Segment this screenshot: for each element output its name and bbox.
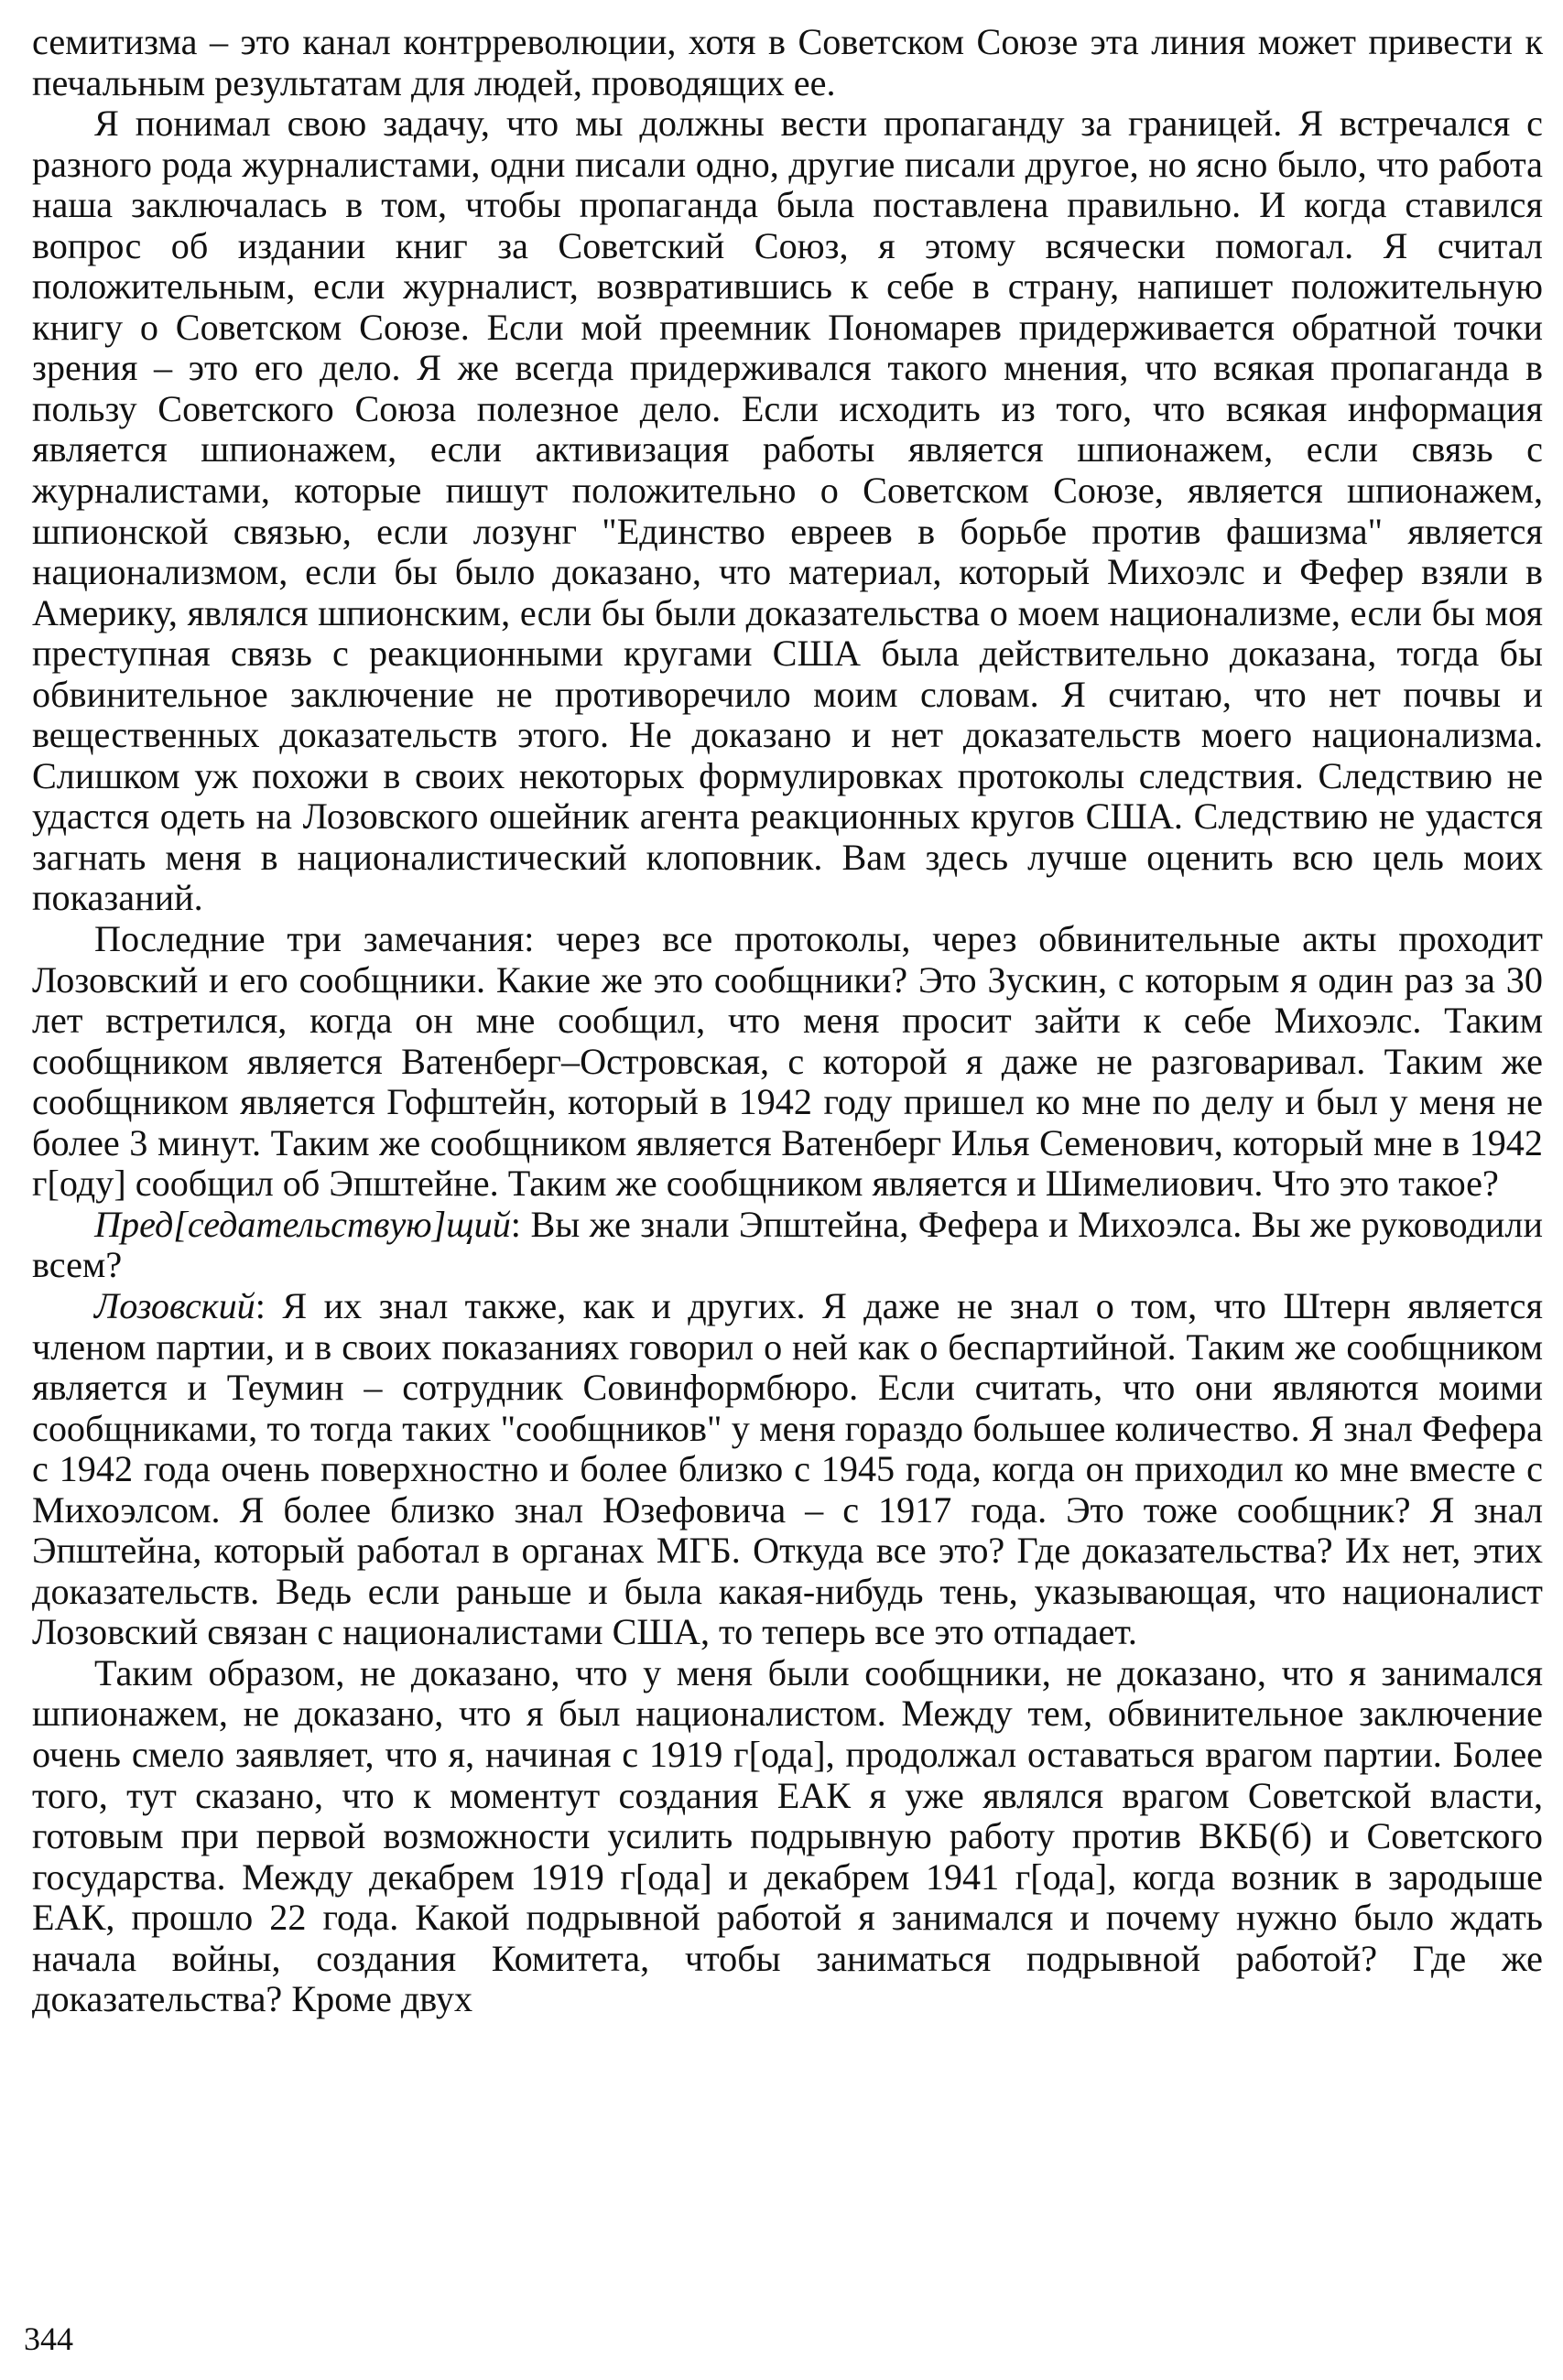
paragraph <box>32 919 1543 1205</box>
paragraph <box>32 103 1543 919</box>
paragraph-text: Я их знал также, как и других. Я даже не знал о том, что Штерн является членом партии, и в своих показаниях говорил о ней как о беспартийной. Таким же сообщником является и Теумин – сотрудник Совинформбюро. Если считать, что они являются моими сообщниками, то тогда таких "сообщников" у меня гораздо большее количество. Я знал Фефера с 1942 года очень поверхностно и более близко с 1945 года, когда он приходил ко мне вместе с Михоэлсом. Я более близко знал Юзефовича – с 1917 года. Это тоже сообщник? Я знал Эпштейна, который работал в органах МГБ. Откуда все это? Где доказательства? Их нет, этих доказательств. Ведь если раньше и была какая-нибудь тень, указывающая, что националист Лозовский связан с националистами США, то теперь все это отпадает. <box>32 1284 1543 1653</box>
page-body <box>32 22 1543 2020</box>
paragraph-text: Последние три замечания: через все протоколы, через обвинительные акты проходит Лозовский и его сообщники. Какие же это сообщники? Это Зускин, с которым я один раз за 30 лет встретился, когда он мне сообщил, что меня просит зайти к себе Михоэлс. Таким сообщником является Ватенберг–Островская, с которой я даже не разговаривал. Таким же сообщником является Гофштейн, который в 1942 году пришел ко мне по делу и был у меня не более 3 минут. Таким же сообщником является Ватенберг Илья Семенович, который мне в 1942 г[оду] сообщил об Эпштейне. Таким же сообщником является и Шимелиович. Что это такое? <box>32 918 1543 1205</box>
speaker-name: Пред[седательствую]щий <box>94 1203 511 1245</box>
speaker-colon: : <box>255 1284 283 1326</box>
paragraph-text: Я понимал свою задачу, что мы должны вести пропаганду за границей. Я встречался с разного рода журналистами, одни писали одно, другие писали другое, но ясно было, что работа наша заключалась в том, чтобы пропаганда была поставлена правильно. И когда ставился вопрос об издании книг за Советский Союз, я этому всячески помогал. Я считал положительным, если журналист, возвратившись к себе в страну, напишет положительную книгу о Советском Союзе. Если мой преемник Пономарев придерживается обратной точки зрения – это его дело. Я же всегда придерживался такого мнения, что всякая пропаганда в пользу Советского Союза полезное дело. Если исходить из того, что всякая информация является шпионажем, если активизация работы является шпионажем, если связь с журналистами, которые пишут положительно о Советском Союзе, является шпионажем, шпионской связью, если лозунг "Единство евреев в борьбе против фашизма" является национализмом, если бы было доказано, что материал, который Михоэлс и Фефер взяли в Америку, являлся шпионским, если бы были доказательства о моем национализме, если бы моя преступная связь с реакционными кругами США была действительно доказана, тогда бы обвинительное заключение не противоречило моим словам. Я считаю, что нет почвы и вещественных доказательств этого. Не доказано и нет доказательств моего национализма. Слишком уж похожи в своих некоторых формулировках протоколы следствия. Следствию не удастся одеть на Лозовского ошейник агента реакционных кругов США. Следствию не удастся загнать меня в националистический клоповник. Вам здесь лучше оценить всю цель моих показаний. <box>32 103 1543 919</box>
speaker-name: Лозовский <box>94 1284 255 1326</box>
speaker-colon: : <box>510 1203 531 1245</box>
paragraph <box>32 1653 1543 2020</box>
paragraph-text: Вы же знали Эпштейна, Фефера и Михоэлса. Вы же руководили всем? <box>32 1203 1543 1286</box>
paragraph <box>32 1205 1543 1286</box>
paragraph-text: семитизма – это канал контрреволюции, хотя в Советском Союзе эта линия может привести к печальным результатам для людей, проводящих ее. <box>32 21 1543 103</box>
page-number: 344 <box>24 2320 73 2357</box>
paragraph <box>32 1286 1543 1653</box>
paragraph-text: Таким образом, не доказано, что у меня были сообщники, не доказано, что я занимался шпионажем, не доказано, что я был националистом. Между тем, обвинительное заключение очень смело заявляет, что я, начиная с 1919 г[ода], продолжал оставаться врагом партии. Более того, тут сказано, что к моментут создания ЕАК я уже являлся врагом Советской власти, готовым при первой возможности усилить подрывную работу против ВКБ(б) и Советского государства. Между декабрем 1919 г[ода] и декабрем 1941 г[ода], когда возник в зародыше ЕАК, прошло 22 года. Какой подрывной работой я занимался и почему нужно было ждать начала войны, создания Комитета, чтобы заниматься подрывной работой? Где же доказательства? Кроме двух <box>32 1651 1543 2020</box>
paragraph <box>32 22 1543 103</box>
